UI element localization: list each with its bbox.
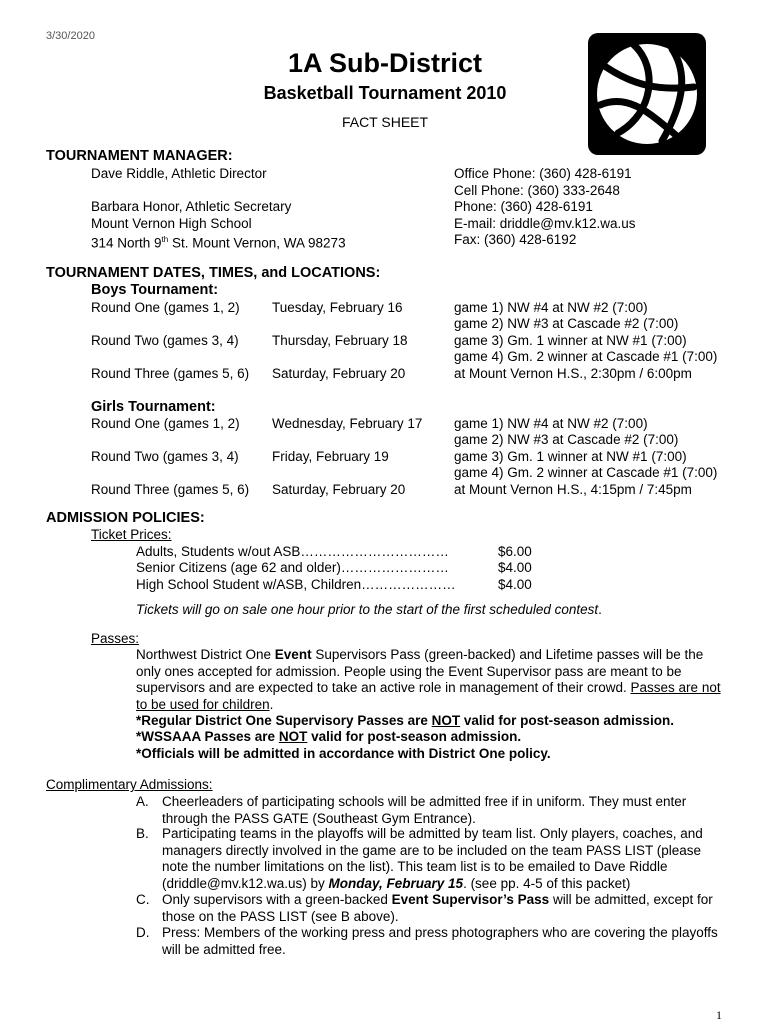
office-phone: Office Phone: (360) 428-6191: [454, 166, 632, 181]
pass-rule-3: *Officials will be admitted in accordance with District One policy.: [136, 746, 551, 761]
phone: Phone: (360) 428-6191: [454, 199, 593, 214]
boys-game-3: game 3) Gm. 1 winner at NW #1 (7:00): [454, 333, 687, 348]
schedule-heading: TOURNAMENT DATES, TIMES, and LOCATIONS:: [46, 265, 381, 281]
basketball-icon: [588, 33, 706, 155]
girls-round-3: Round Three (games 5, 6): [91, 482, 250, 497]
manager-name: Dave Riddle, Athletic Director: [91, 166, 267, 181]
manager-heading: TOURNAMENT MANAGER:: [46, 148, 233, 164]
pass-rule-1: *Regular District One Supervisory Passes are NOT valid for post-season admission.: [136, 713, 674, 728]
print-date: 3/30/2020: [46, 30, 95, 42]
girls-final-location: at Mount Vernon H.S., 4:15pm / 7:45pm: [454, 482, 692, 497]
ticket-note: Tickets will go on sale one hour prior to the start of the first scheduled contest.: [136, 602, 602, 617]
boys-round-1-date: Tuesday, February 16: [272, 300, 403, 315]
fax: Fax: (360) 428-6192: [454, 232, 577, 247]
girls-round-2-date: Friday, February 19: [272, 449, 389, 464]
girls-heading: Girls Tournament:: [91, 399, 216, 415]
school-name: Mount Vernon High School: [91, 216, 252, 231]
boys-round-3-date: Saturday, February 20: [272, 366, 406, 381]
ticket-students-price: $4.00: [498, 577, 532, 592]
girls-round-2: Round Two (games 3, 4): [91, 449, 239, 464]
girls-round-1: Round One (games 1, 2): [91, 416, 240, 431]
email: E-mail: driddle@mv.k12.wa.us: [454, 216, 636, 231]
girls-round-1-date: Wednesday, February 17: [272, 416, 423, 431]
boys-game-4: game 4) Gm. 2 winner at Cascade #1 (7:00): [454, 349, 718, 364]
passes-heading: Passes:: [91, 631, 140, 646]
boys-game-2: game 2) NW #3 at Cascade #2 (7:00): [454, 316, 679, 331]
ticket-students: High School Student w/ASB, Children…………………: [136, 577, 456, 592]
page-number: 1: [716, 1008, 722, 1022]
complimentary-heading: Complimentary Admissions:: [46, 777, 213, 792]
ticket-adults: Adults, Students w/out ASB……………………………: [136, 544, 449, 559]
girls-game-1: game 1) NW #4 at NW #2 (7:00): [454, 416, 648, 431]
boys-heading: Boys Tournament:: [91, 282, 219, 298]
page-subtitle: Basketball Tournament 2010: [263, 83, 507, 103]
cell-phone: Cell Phone: (360) 333-2648: [454, 183, 620, 198]
boys-round-2-date: Thursday, February 18: [272, 333, 408, 348]
girls-game-2: game 2) NW #3 at Cascade #2 (7:00): [454, 432, 679, 447]
girls-game-3: game 3) Gm. 1 winner at NW #1 (7:00): [454, 449, 687, 464]
ticket-seniors: Senior Citizens (age 62 and older)……………………: [136, 560, 449, 575]
girls-round-3-date: Saturday, February 20: [272, 482, 406, 497]
ticket-seniors-price: $4.00: [498, 560, 532, 575]
passes-paragraph: Northwest District One Event Supervisors Pass (green-backed) and Lifetime passes will be the only ones accepted for admission. People using the Event Supervisor pass are meant to be supervisors and are expected to take an active role in management of their crowd. Passes are not to be used for children.: [136, 647, 721, 712]
boys-round-1: Round One (games 1, 2): [91, 300, 240, 315]
secretary-name: Barbara Honor, Athletic Secretary: [91, 199, 292, 214]
boys-final-location: at Mount Vernon H.S., 2:30pm / 6:00pm: [454, 366, 692, 381]
fact-sheet-label: FACT SHEET: [341, 114, 429, 130]
pass-rule-2: *WSSAAA Passes are NOT valid for post-season admission.: [136, 729, 522, 744]
ticket-prices-heading: Ticket Prices:: [91, 527, 172, 542]
ticket-adults-price: $6.00: [498, 544, 532, 559]
school-address: 314 North 9th St. Mount Vernon, WA 98273: [91, 235, 346, 251]
boys-round-3: Round Three (games 5, 6): [91, 366, 250, 381]
admission-heading: ADMISSION POLICIES:: [46, 510, 205, 526]
page-title: 1A Sub-District: [287, 48, 483, 78]
boys-game-1: game 1) NW #4 at NW #2 (7:00): [454, 300, 648, 315]
girls-game-4: game 4) Gm. 2 winner at Cascade #1 (7:00): [454, 465, 718, 480]
boys-round-2: Round Two (games 3, 4): [91, 333, 239, 348]
